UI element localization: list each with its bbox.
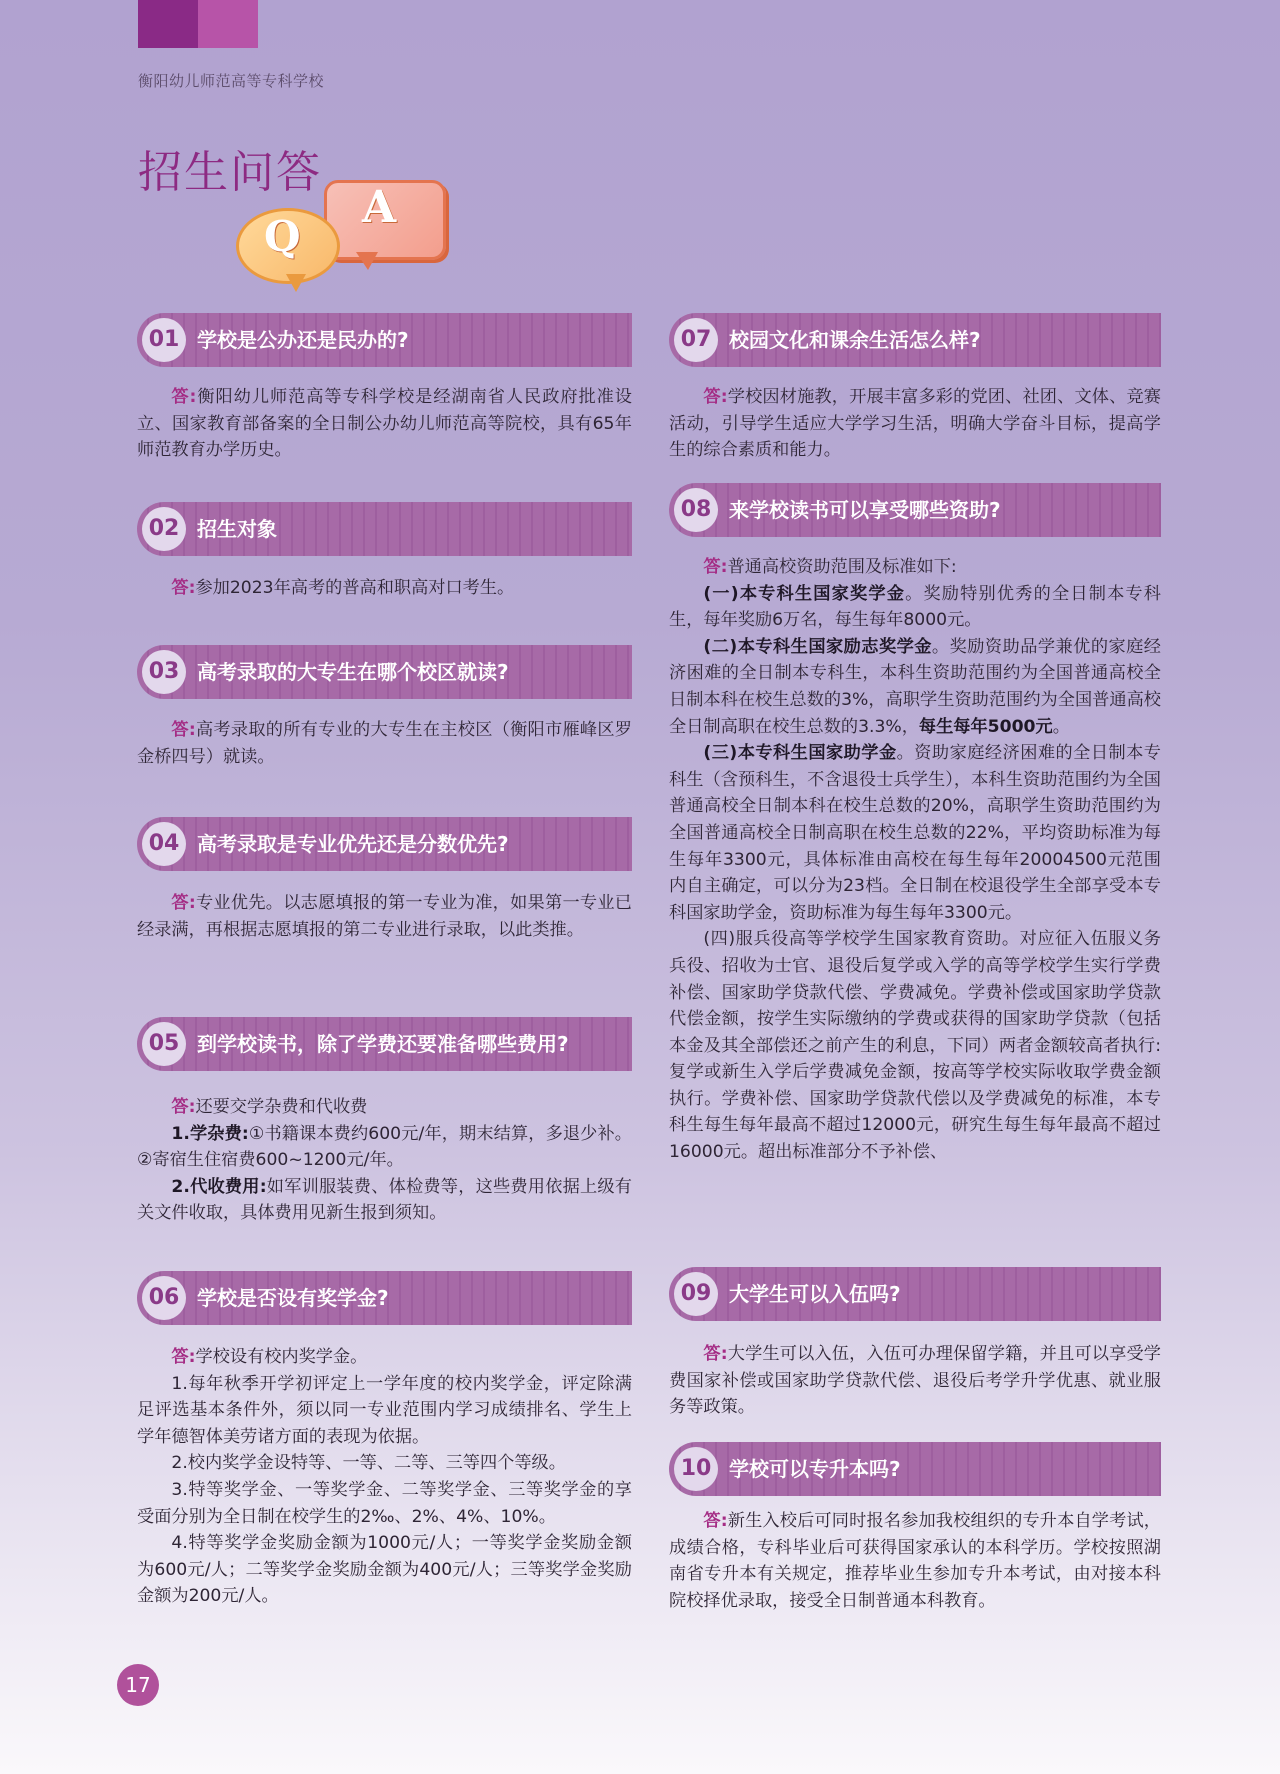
aid-type-military: (四)服兵役高等学校学生国家教育资助。对应征入伍服义务兵役、招收为士官、退役后复学或入学的高等学校学生实行学费补偿、国家助学贷款代偿、学费减免。学费补偿或国家助学贷款代偿金额，按学生实际缴纳的学费或获得的国家助学贷款（包括本金及其全部偿还之前产生的利息，下同）两者金额较高者执行:复学或新生入学后学费减免金额，按高等学校实际收取学费金额执行。学费补偿、国家助学贷款代偿以及学费减免的标准，本专科生每生每年最高不超过12000元，研究生每生每年最高不超过16000元。超出标准部分不予补偿、 bbox=[669, 929, 1161, 1163]
answer-label: 答: bbox=[171, 387, 197, 407]
aid-type-label: (二)本专科生国家励志奖学金 bbox=[703, 636, 932, 657]
question-header-08 bbox=[669, 483, 1161, 537]
fee-item-label: 1.学杂费: bbox=[171, 1123, 249, 1144]
fee-item-text: ①书籍课本费约600元/年，期末结算，多退少补。②寄宿生住宿费600~1200元/年。 bbox=[137, 1123, 632, 1171]
fee-item-text: 如军训服装费、体检费等，这些费用依据上级有关文件收取，具体费用见新生报到须知。 bbox=[137, 1176, 632, 1224]
question-number: 10 bbox=[674, 1447, 718, 1491]
answer-04 bbox=[137, 890, 632, 943]
answer-text: 参加2023年高考的普高和职高对口考生。 bbox=[195, 578, 515, 598]
answer-09 bbox=[669, 1341, 1161, 1421]
question-title: 招生对象 bbox=[197, 517, 277, 541]
answer-08 bbox=[669, 554, 1161, 1166]
question-title: 高考录取是专业优先还是分数优先? bbox=[197, 832, 509, 856]
answer-10 bbox=[669, 1508, 1161, 1614]
answer-03 bbox=[137, 717, 632, 770]
answer-text: 还要交学杂费和代收费 bbox=[195, 1097, 368, 1117]
page-number-badge: 17 bbox=[117, 1664, 159, 1706]
question-number: 04 bbox=[142, 822, 186, 866]
answer-text: 普通高校资助范围及标准如下: bbox=[727, 557, 957, 577]
answer-text: 新生入校后可同时报名参加我校组织的专升本自学考试，成绩合格，专科毕业后可获得国家承认的本科学历。学校按照湖南省专升本有关规定，推荐毕业生参加专升本考试，由对接本科院校择优录取，接受全日制普通本科教育。 bbox=[669, 1511, 1161, 1611]
answer-text: 学校设有校内奖学金。 bbox=[195, 1347, 368, 1367]
answer-text: 衡阳幼儿师范高等专科学校是经湖南省人民政府批准设立、国家教育部备案的全日制公办幼儿师范高等院校，具有65年师范教育办学历史。 bbox=[137, 387, 632, 461]
q-letter: Q bbox=[264, 212, 301, 261]
question-number: 08 bbox=[674, 488, 718, 532]
answer-label: 答: bbox=[703, 1344, 728, 1364]
qa-bubbles-icon bbox=[236, 180, 446, 290]
answer-05 bbox=[137, 1094, 632, 1227]
scholarship-rule-3: 3.特等奖学金、一等奖学金、二等奖学金、三等奖学金的享受面分别为全日制在校学生的2‰、2%、4%、10%。 bbox=[137, 1479, 632, 1527]
question-number: 06 bbox=[142, 1276, 186, 1320]
answer-label: 答: bbox=[171, 1347, 196, 1367]
answer-label: 答: bbox=[703, 1511, 728, 1531]
question-title: 到学校读书，除了学费还要准备哪些费用? bbox=[197, 1032, 569, 1056]
question-header-04 bbox=[137, 817, 632, 871]
answer-01 bbox=[137, 384, 632, 464]
aid-type-text: 。资助家庭经济困难的全日制本专科生（含预科生，不含退役士兵学生），本科生资助范围约为全国普通高校全日制本科在校生总数的20%，高职学生资助范围约为全国普通高校全日制高职在校生总数的22%，平均资助标准为每生每年3300元，具体标准由高校在每生每年20004500元范围内自主确定，可以分为23档。全日制在校退役学生全部享受本专科国家助学金，资助标准为每生每年3300元。 bbox=[669, 743, 1161, 923]
answer-label: 答: bbox=[171, 1097, 196, 1117]
aid-amount: 每生每年5000元 bbox=[918, 716, 1053, 737]
answer-text: 高考录取的所有专业的大专生在主校区（衡阳市雁峰区罗金桥四号）就读。 bbox=[137, 720, 632, 767]
question-title: 大学生可以入伍吗? bbox=[729, 1282, 901, 1306]
answer-text: 专业优先。以志愿填报的第一专业为准，如果第一专业已经录满，再根据志愿填报的第二专业进行录取，以此类推。 bbox=[137, 893, 632, 940]
question-number: 07 bbox=[674, 318, 718, 362]
color-block-dark bbox=[138, 0, 198, 48]
page-title: 招生问答 bbox=[138, 147, 322, 198]
fee-item-label: 2.代收费用: bbox=[171, 1176, 267, 1197]
scholarship-rule-4: 4.特等奖学金奖励金额为1000元/人；一等奖学金奖励金额为600元/人；二等奖学金奖励金额为400元/人；三等奖学金奖励金额为200元/人。 bbox=[137, 1533, 632, 1607]
question-number: 05 bbox=[142, 1022, 186, 1066]
color-block-light bbox=[198, 0, 258, 48]
question-number: 02 bbox=[142, 507, 186, 551]
answer-06 bbox=[137, 1344, 632, 1610]
question-number: 01 bbox=[142, 318, 186, 362]
question-header-03 bbox=[137, 645, 632, 699]
answer-text: 学校因材施教，开展丰富多彩的党团、社团、文体、竞赛活动，引导学生适应大学学习生活，明确大学奋斗目标，提高学生的综合素质和能力。 bbox=[669, 387, 1161, 461]
question-header-06 bbox=[137, 1271, 632, 1325]
a-letter: A bbox=[362, 182, 397, 233]
question-title: 学校是否设有奖学金? bbox=[197, 1286, 389, 1310]
school-name: 衡阳幼儿师范高等专科学校 bbox=[138, 72, 325, 90]
question-header-10 bbox=[669, 1442, 1161, 1496]
question-title: 高考录取的大专生在哪个校区就读? bbox=[197, 660, 509, 684]
answer-07 bbox=[669, 384, 1161, 464]
question-title: 校园文化和课余生活怎么样? bbox=[729, 328, 981, 352]
question-header-07 bbox=[669, 313, 1161, 367]
question-title: 来学校读书可以享受哪些资助? bbox=[729, 498, 1001, 522]
answer-label: 答: bbox=[171, 893, 196, 913]
question-header-01 bbox=[137, 313, 632, 367]
aid-type-text: 。奖励资助品学兼优的家庭经济困难的全日制本专科生，本科生资助范围约为全国普通高校全日制本科在校生总数的3%，高职学生资助范围约为全国普通高校全日制高职在校生总数的3.3%， bbox=[669, 636, 1161, 737]
question-title: 学校是公办还是民办的? bbox=[197, 328, 409, 352]
question-header-05 bbox=[137, 1017, 632, 1071]
scholarship-rule-2: 2.校内奖学金设特等、一等、二等、三等四个等级。 bbox=[171, 1453, 566, 1474]
answer-text: 大学生可以入伍，入伍可办理保留学籍，并且可以享受学费国家补偿或国家助学贷款代偿、退役后考学升学优惠、就业服务等政策。 bbox=[669, 1344, 1161, 1418]
answer-label: 答: bbox=[703, 387, 728, 407]
scholarship-rule-1: 1.每年秋季开学初评定上一学年度的校内奖学金，评定除满足评选基本条件外，须以同一专业范围内学习成绩排名、学生上学年德智体美劳诸方面的表现为依据。 bbox=[137, 1373, 632, 1447]
answer-02 bbox=[137, 575, 632, 602]
aid-type-label: (一)本专科生国家奖学金 bbox=[703, 583, 906, 604]
question-header-02 bbox=[137, 502, 632, 556]
aid-type-text: 。奖励特别优秀的全日制本专科生，每年奖励6万名，每生每年8000元。 bbox=[669, 583, 1161, 631]
aid-end: 。 bbox=[1052, 716, 1070, 737]
question-number: 03 bbox=[142, 650, 186, 694]
question-number: 09 bbox=[674, 1272, 718, 1316]
question-header-09 bbox=[669, 1267, 1161, 1321]
answer-label: 答: bbox=[171, 578, 196, 598]
answer-label: 答: bbox=[703, 557, 728, 577]
aid-type-label: (三)本专科生国家助学金 bbox=[703, 743, 897, 764]
answer-label: 答: bbox=[171, 720, 196, 740]
question-title: 学校可以专升本吗? bbox=[729, 1457, 901, 1481]
top-color-blocks bbox=[138, 0, 258, 48]
